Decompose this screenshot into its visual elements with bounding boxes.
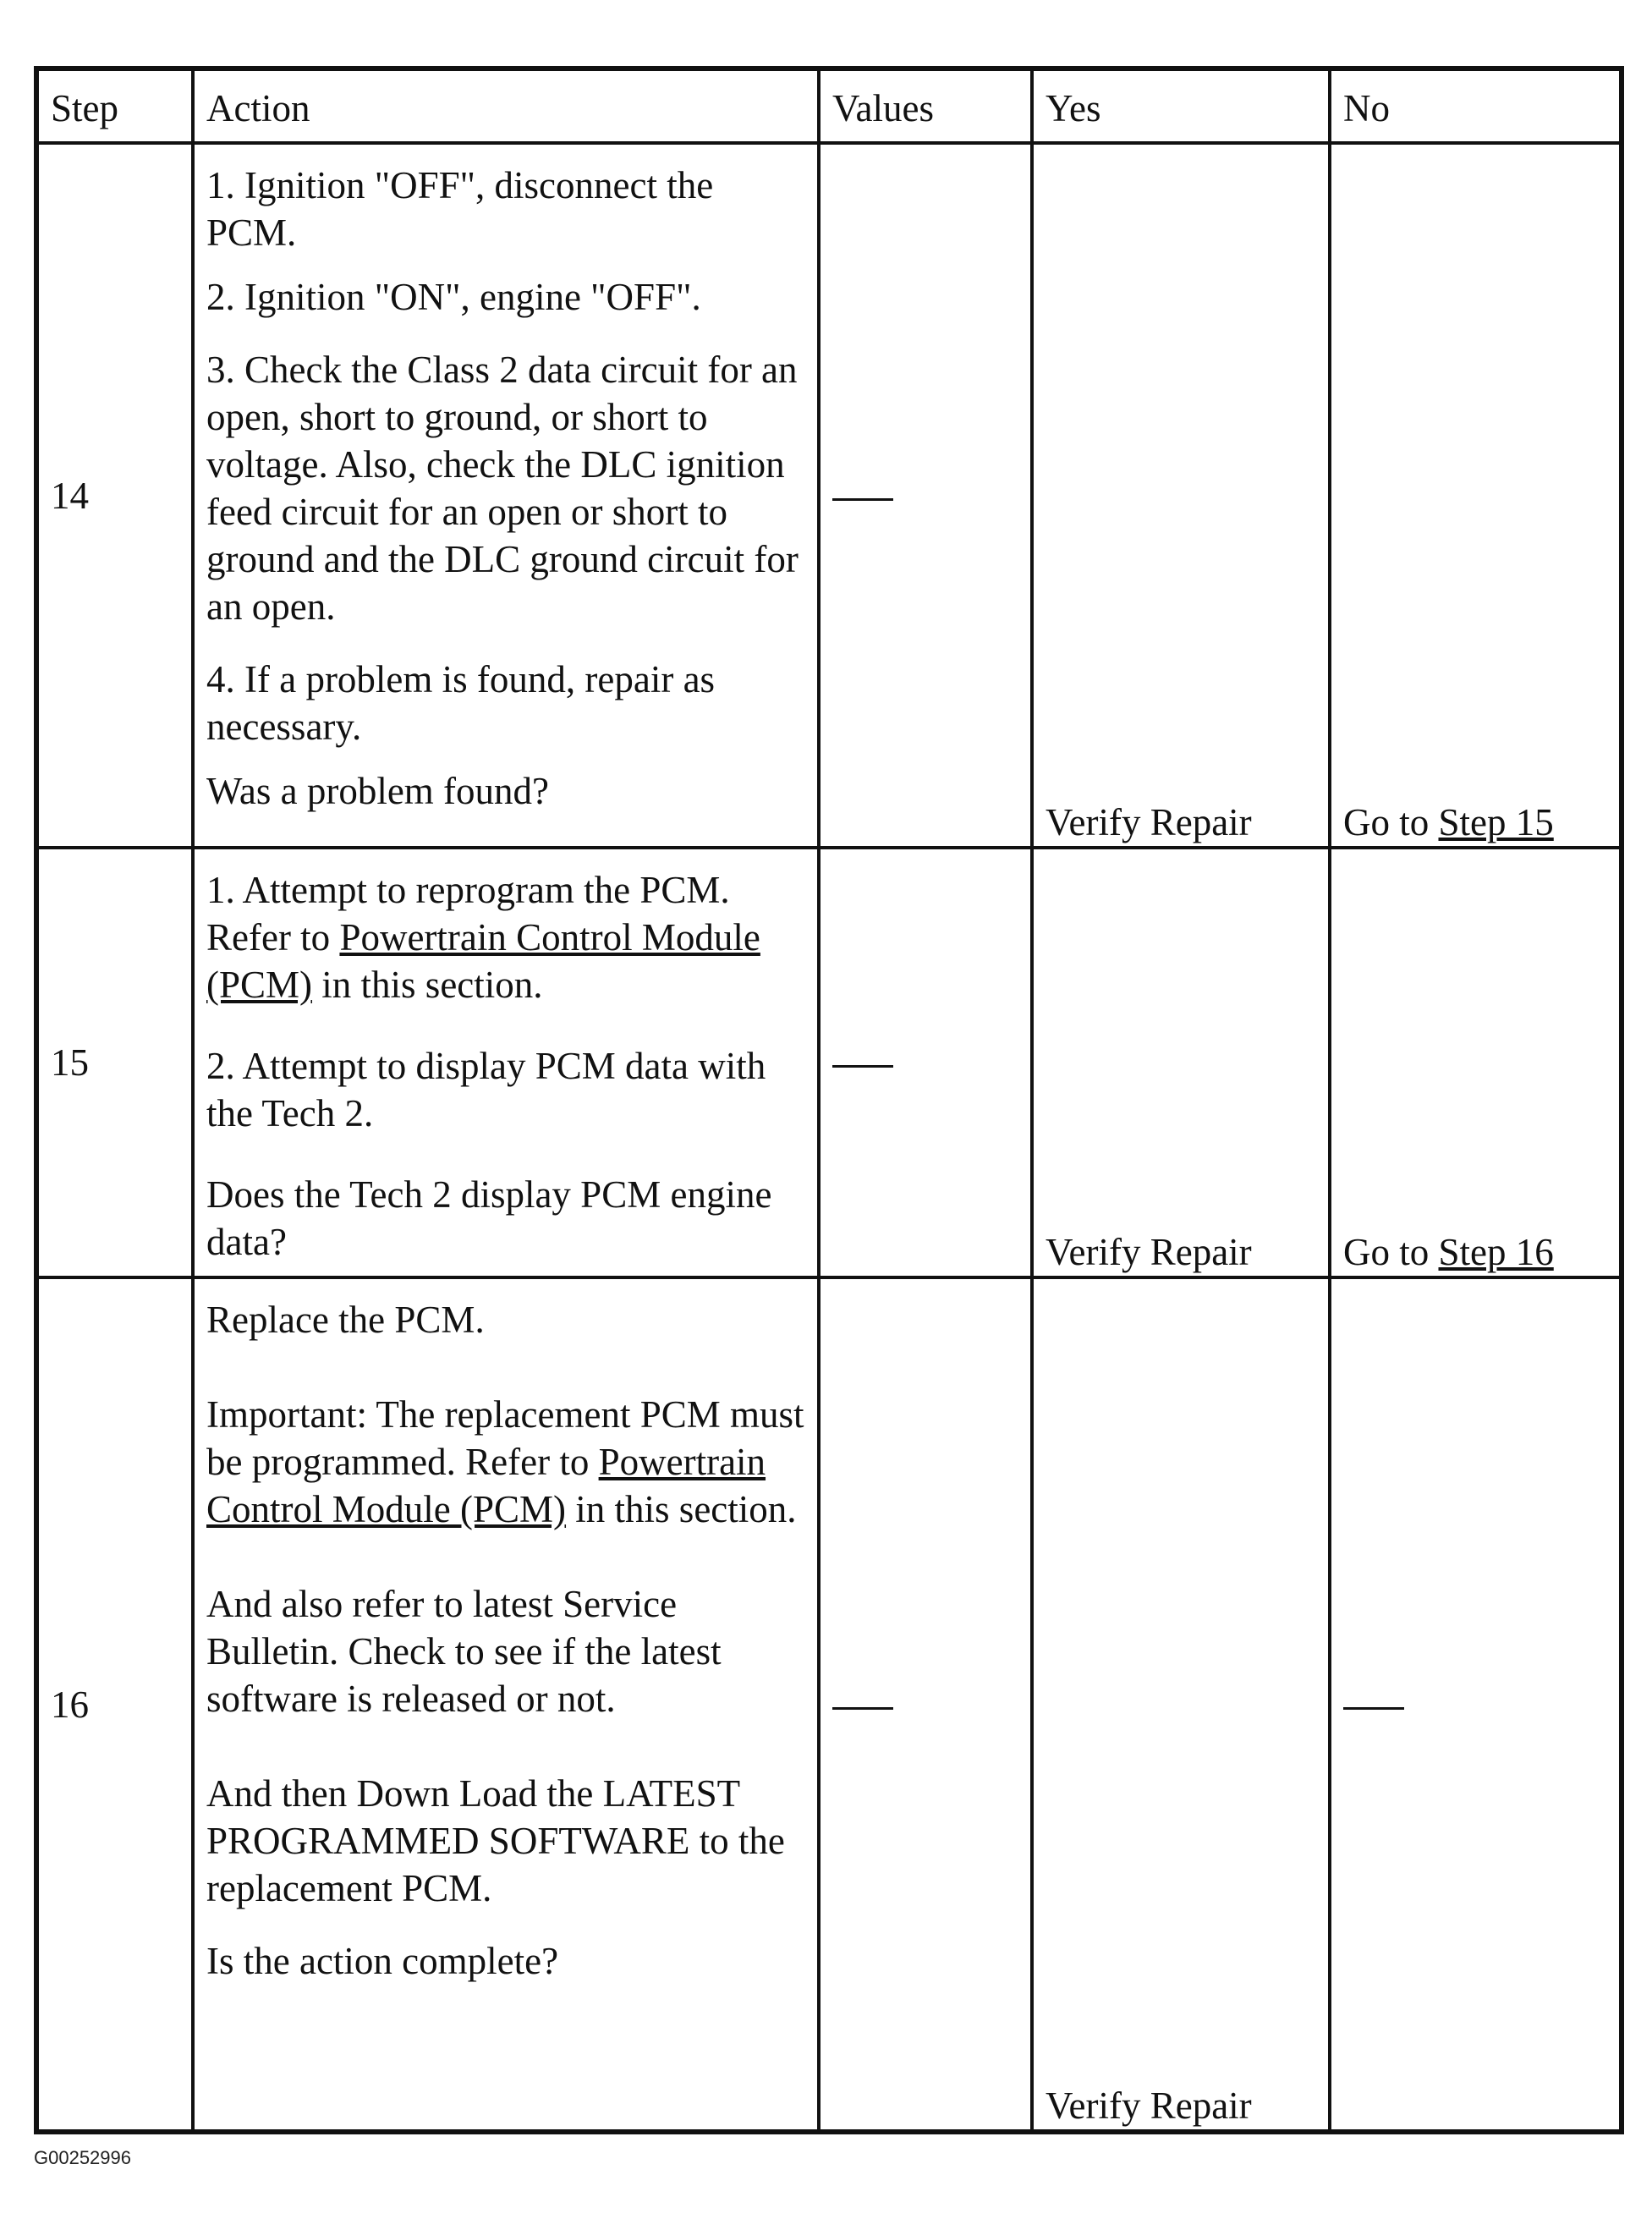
- yes-cell: Verify Repair: [1032, 848, 1330, 1277]
- action-line: 3. Check the Class 2 data circuit for an open, short to ground, or short to voltage. Also, check the DLC ignition feed circuit for an open or short to ground and the DLC ground circuit for an open.: [206, 349, 799, 628]
- step-number: 16: [36, 1277, 193, 2132]
- header-values: Values: [819, 69, 1032, 143]
- action-cell: [193, 848, 819, 1277]
- empty-value-dash: [832, 498, 893, 501]
- action-cell: [193, 1277, 819, 2132]
- diagnostic-table: [34, 66, 1624, 2134]
- header-no: No: [1330, 69, 1622, 143]
- no-cell: [1330, 143, 1622, 848]
- image-code: G00252996: [34, 2147, 131, 2168]
- no-prefix: Go to: [1343, 801, 1439, 843]
- values-cell: [819, 848, 1032, 1277]
- no-cell: [1330, 1277, 1622, 2132]
- yes-cell: Verify Repair: [1032, 143, 1330, 848]
- empty-value-dash: [1343, 1707, 1404, 1710]
- no-cell: [1330, 848, 1622, 1277]
- step-number: 14: [36, 143, 193, 848]
- action-line: 1. Attempt to reprogram the PCM. Refer to Powertrain Control Module (PCM) in this section.: [206, 869, 760, 1006]
- empty-value-dash: [832, 1707, 893, 1710]
- pcm-section-link[interactable]: Powertrain Control Module (PCM): [206, 916, 760, 1006]
- step-number: 15: [36, 848, 193, 1277]
- empty-value-dash: [832, 1065, 893, 1068]
- action-question: Does the Tech 2 display PCM engine data?: [206, 1173, 772, 1263]
- action-line: Replace the PCM.: [206, 1299, 485, 1341]
- header-action: Action: [193, 69, 819, 143]
- action-line: 2. Attempt to display PCM data with the Tech 2.: [206, 1045, 766, 1134]
- step-16-link[interactable]: Step 16: [1438, 1231, 1554, 1273]
- action-line: 1. Ignition "OFF", disconnect the PCM.: [206, 164, 714, 254]
- table-row-step-14: [36, 143, 1622, 848]
- yes-cell: Verify Repair: [1032, 1277, 1330, 2132]
- action-line: And also refer to latest Service Bulletin. Check to see if the latest software is released or not.: [206, 1583, 722, 1720]
- header-yes: Yes: [1032, 69, 1330, 143]
- header-step: Step: [36, 69, 193, 143]
- values-cell: [819, 1277, 1032, 2132]
- header-row: [36, 69, 1622, 143]
- step-15-link[interactable]: Step 15: [1438, 801, 1554, 843]
- action-important: Important: The replacement PCM must be programmed. Refer to Powertrain Control Module (PCM) in this section.: [206, 1393, 804, 1530]
- action-line: And then Down Load the LATEST PROGRAMMED SOFTWARE to the replacement PCM.: [206, 1772, 785, 1909]
- no-prefix: Go to: [1343, 1231, 1439, 1273]
- pcm-section-link[interactable]: Powertrain Control Module (PCM): [206, 1441, 766, 1530]
- action-line: 4. If a problem is found, repair as necessary.: [206, 658, 716, 748]
- action-question: Is the action complete?: [206, 1940, 559, 1982]
- table-row-step-16: [36, 1277, 1622, 2132]
- table-row-step-15: [36, 848, 1622, 1277]
- action-question: Was a problem found?: [206, 770, 549, 812]
- action-line: 2. Ignition "ON", engine "OFF".: [206, 276, 701, 318]
- action-cell: [193, 143, 819, 848]
- values-cell: [819, 143, 1032, 848]
